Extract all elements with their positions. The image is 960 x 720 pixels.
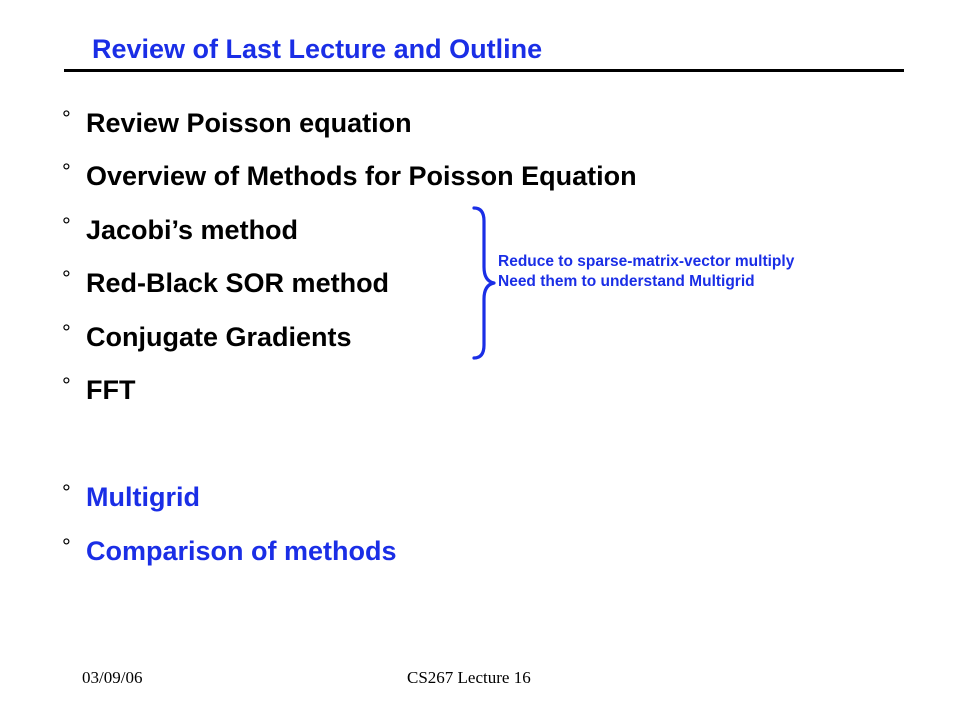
bullet-text: Conjugate Gradients — [86, 322, 352, 352]
brace-annotation-line-1: Reduce to sparse-matrix-vector multiply — [498, 253, 795, 270]
bullet-item — [62, 263, 389, 299]
bullet-text: Jacobi’s method — [86, 215, 299, 245]
bullet-marker: ° — [62, 320, 71, 345]
bullet-item — [62, 103, 412, 139]
slide-title: Review of Last Lecture and Outline — [92, 34, 543, 64]
bullet-item — [62, 370, 135, 406]
footer-course-label: CS267 Lecture 16 — [407, 668, 531, 687]
bullet-marker: ° — [62, 534, 71, 559]
brace-annotation — [498, 252, 794, 292]
bullet-item — [62, 477, 200, 513]
bullet-item — [62, 210, 298, 246]
bullet-marker: ° — [62, 159, 71, 184]
bullet-marker: ° — [62, 373, 71, 398]
bullet-text: Multigrid — [86, 482, 200, 512]
title-underline — [64, 69, 904, 72]
bullet-text: Red-Black SOR method — [86, 268, 390, 298]
bullet-marker: ° — [62, 106, 71, 131]
bullet-item — [62, 156, 637, 192]
bullet-text: Comparison of methods — [86, 536, 397, 566]
bullet-text: Review Poisson equation — [86, 108, 412, 138]
bullet-text: FFT — [86, 375, 136, 405]
bullet-text: Overview of Methods for Poisson Equation — [86, 161, 637, 191]
bullet-marker: ° — [62, 266, 71, 291]
footer-date: 03/09/06 — [82, 668, 143, 687]
bullet-marker: ° — [62, 213, 71, 238]
bullet-item — [62, 317, 352, 353]
brace-annotation-line-2: Need them to understand Multigrid — [498, 273, 755, 290]
bullet-marker: ° — [62, 480, 71, 505]
right-curly-brace-icon — [468, 205, 498, 361]
bullet-item — [62, 531, 397, 567]
